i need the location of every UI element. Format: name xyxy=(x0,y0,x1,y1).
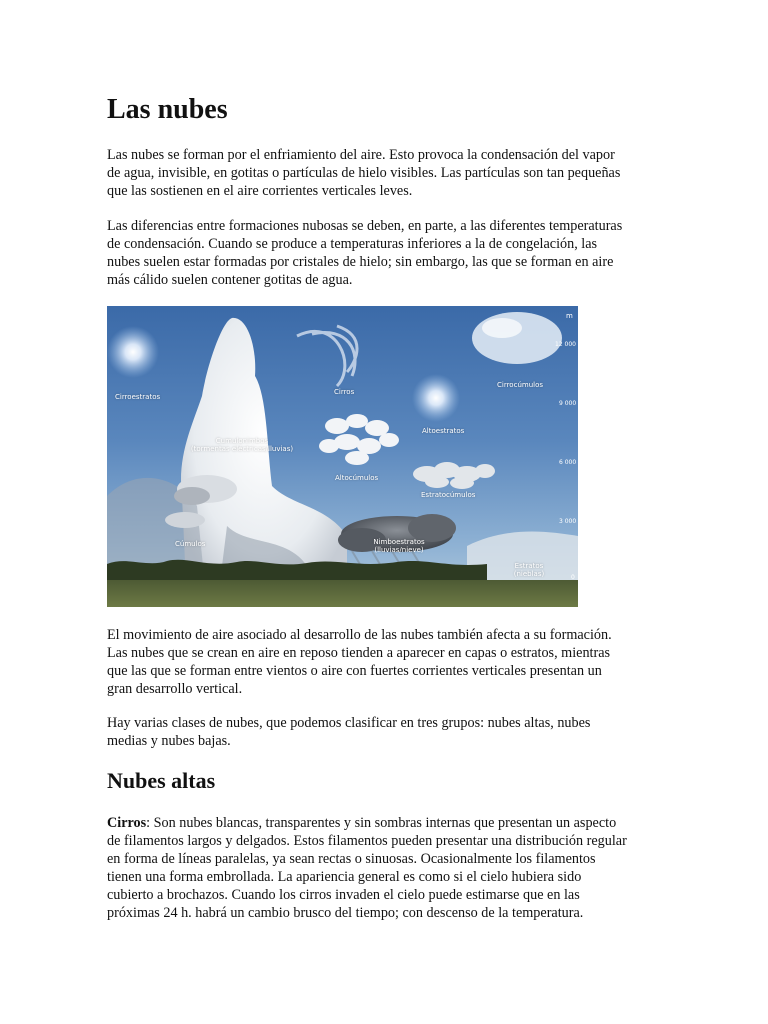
label-estratos-name: Estratos xyxy=(514,562,544,570)
label-altoestratos: Altoestratos xyxy=(422,427,465,435)
text-line: de condensación. Cuando se produce a temperaturas inferiores a la de congelación, las xyxy=(107,236,598,252)
text-line xyxy=(107,814,667,832)
text-line: cubierto a brochazos. Cuando los cirros invaden el cielo puede estimarse que en las xyxy=(107,887,580,903)
text-line: medias y nubes bajas. xyxy=(107,733,231,749)
term-cirros: Cirros xyxy=(107,815,147,831)
label-cirroestratos: Cirroestratos xyxy=(115,393,161,401)
label-nimboestratos-sub: (lluvias/nieve) xyxy=(374,546,424,554)
text-line: de agua, invisible, en gotitas o partículas de hielo visibles. Las partículas son tan pequeñas xyxy=(107,165,621,181)
text-line: nubes suelen estar formadas por cristales de hielo; sin embargo, las que se forman en aire xyxy=(107,254,614,270)
page-title: Las nubes xyxy=(107,94,228,125)
scale-tick: 6 000 xyxy=(559,459,577,466)
label-nimboestratos xyxy=(364,538,434,554)
text-line: de filamentos largos y delgados. Estos filamentos pueden presentar una distribución regular xyxy=(107,833,627,849)
text-line: Las nubes que se crean en aire en reposo tienden a aparecer en capas o estratos, mientras xyxy=(107,645,611,661)
label-cumulonimbos xyxy=(187,437,297,453)
text-line: Las diferencias entre formaciones nubosas se deben, en parte, a las diferentes temperaturas xyxy=(107,218,623,234)
label-altocumulos: Altocúmulos xyxy=(335,474,379,482)
paragraph-cloud-groups xyxy=(107,714,667,750)
text-line: gran desarrollo vertical. xyxy=(107,681,243,697)
cloud-types-illustration xyxy=(107,306,578,607)
label-nimboestratos-name: Nimboestratos xyxy=(373,538,425,546)
scale-tick: 12 000 xyxy=(555,341,576,348)
paragraph-air-movement xyxy=(107,626,667,698)
paragraph-cirros xyxy=(107,814,667,922)
text-line: El movimiento de aire asociado al desarrollo de las nubes también afecta a su formación. xyxy=(107,627,612,643)
text-line: Las nubes se forman por el enfriamiento del aire. Esto provoca la condensación del vapor xyxy=(107,147,615,163)
scale-unit: m xyxy=(566,312,573,320)
label-cumulonimbos-name: Cumulonimbos xyxy=(215,437,269,445)
text-line: tienen una forma embrollada. La apariencia general es como si el cielo hubiera sido xyxy=(107,869,582,885)
text-line: que las que se forman entre vientos o aire con fuertes corrientes verticales presentan un xyxy=(107,663,602,679)
paragraph-cloud-formation xyxy=(107,146,667,200)
label-cumulos: Cúmulos xyxy=(175,540,206,548)
label-estratocumulos: Estratocúmulos xyxy=(421,491,476,499)
text-line: Hay varias clases de nubes, que podemos clasificar en tres grupos: nubes altas, nubes xyxy=(107,715,591,731)
term-definition-start: : Son nubes blancas, transparentes y sin sombras internas que presentan un aspecto xyxy=(146,815,617,831)
label-cirros: Cirros xyxy=(334,388,355,396)
scale-tick: 3 000 xyxy=(559,518,577,525)
label-estratos-sub: (nieblas) xyxy=(513,570,545,578)
cloud-diagram-image xyxy=(107,306,578,607)
label-cumulonimbos-sub: (tormentas eléctricas/lluvias) xyxy=(190,445,294,453)
paragraph-condensation xyxy=(107,217,667,289)
text-line: más cálido suelen contener gotitas de agua. xyxy=(107,272,353,288)
label-cirrocumulos: Cirrocúmulos xyxy=(497,381,544,389)
scale-tick: 9 000 xyxy=(559,400,577,407)
scale-tick: 0 xyxy=(571,574,575,581)
label-estratos xyxy=(509,562,549,578)
text-line: que las sostienen en el aire corrientes verticales leves. xyxy=(107,183,413,199)
section-heading-nubes-altas: Nubes altas xyxy=(107,768,216,793)
text-line: próximas 24 h. habrá un cambio brusco del tiempo; con descenso de la temperatura. xyxy=(107,905,584,921)
text-line: en forma de líneas paralelas, ya sean rectas o sinuosas. Ocasionalmente los filamentos xyxy=(107,851,596,867)
